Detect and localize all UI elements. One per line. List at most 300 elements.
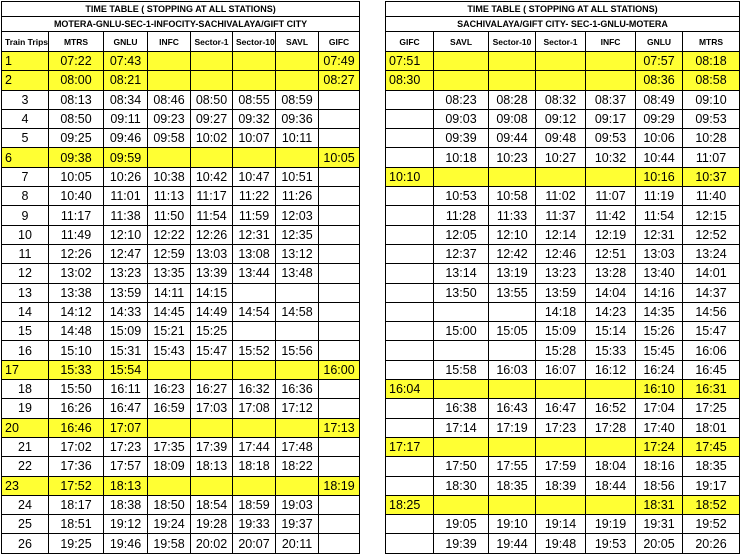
time-cell [386, 206, 434, 225]
time-cell: 17:59 [536, 457, 586, 476]
time-cell [319, 380, 360, 399]
table-row [386, 476, 740, 495]
time-cell: 18:19 [319, 476, 360, 495]
time-cell: 15:43 [148, 341, 191, 360]
time-cell: 11:19 [636, 187, 683, 206]
time-cell: 17:44 [233, 437, 276, 456]
time-cell: 11:17 [49, 206, 104, 225]
time-cell: 10:37 [683, 167, 740, 186]
time-cell: 17:28 [586, 418, 636, 437]
trip-number: 19 [2, 399, 49, 418]
time-cell: 16:31 [683, 380, 740, 399]
time-cell: 09:17 [586, 109, 636, 128]
timetable-right [385, 1, 740, 554]
table-row [386, 399, 740, 418]
time-cell [489, 380, 536, 399]
time-cell: 17:24 [636, 437, 683, 456]
time-cell: 18:38 [104, 495, 148, 514]
time-cell: 08:27 [319, 71, 360, 90]
time-cell: 18:56 [636, 476, 683, 495]
table-row [2, 129, 360, 148]
time-cell [386, 90, 434, 109]
time-cell [536, 71, 586, 90]
time-cell: 16:43 [489, 399, 536, 418]
time-cell: 18:25 [386, 495, 434, 514]
time-cell [386, 225, 434, 244]
time-cell: 14:35 [636, 302, 683, 321]
time-cell: 16:10 [636, 380, 683, 399]
time-cell: 14:54 [233, 302, 276, 321]
time-cell: 12:05 [434, 225, 489, 244]
time-cell [319, 322, 360, 341]
time-cell [386, 341, 434, 360]
time-cell: 08:34 [104, 90, 148, 109]
time-cell [386, 534, 434, 553]
table-row [2, 495, 360, 514]
time-cell [586, 167, 636, 186]
column-header: GIFC [386, 32, 434, 52]
table-row [386, 187, 740, 206]
time-cell: 12:14 [536, 225, 586, 244]
time-cell [386, 302, 434, 321]
trip-number: 13 [2, 283, 49, 302]
table-row [2, 206, 360, 225]
time-cell: 08:50 [191, 90, 233, 109]
time-cell: 19:44 [489, 534, 536, 553]
time-cell [191, 71, 233, 90]
table-row [386, 71, 740, 90]
time-cell: 10:16 [636, 167, 683, 186]
time-cell: 16:38 [434, 399, 489, 418]
time-cell [276, 71, 319, 90]
time-cell: 08:13 [49, 90, 104, 109]
time-cell [489, 302, 536, 321]
time-cell: 09:32 [233, 109, 276, 128]
time-cell [148, 418, 191, 437]
table-row [386, 495, 740, 514]
time-cell: 18:13 [104, 476, 148, 495]
time-cell [386, 399, 434, 418]
time-cell: 16:36 [276, 380, 319, 399]
time-cell: 08:28 [489, 90, 536, 109]
time-cell: 10:40 [49, 187, 104, 206]
time-cell: 18:22 [276, 457, 319, 476]
time-cell: 10:05 [49, 167, 104, 186]
time-cell: 09:29 [636, 109, 683, 128]
time-cell: 16:47 [536, 399, 586, 418]
time-cell: 11:50 [148, 206, 191, 225]
time-cell [586, 52, 636, 71]
time-cell: 18:18 [233, 457, 276, 476]
trip-number: 1 [2, 52, 49, 71]
time-cell: 11:28 [434, 206, 489, 225]
table-row [2, 187, 360, 206]
time-cell: 16:52 [586, 399, 636, 418]
time-cell: 12:31 [233, 225, 276, 244]
time-cell: 12:46 [536, 244, 586, 263]
time-cell [386, 457, 434, 476]
time-cell: 10:47 [233, 167, 276, 186]
table-row [2, 437, 360, 456]
time-cell [233, 418, 276, 437]
time-cell: 20:11 [276, 534, 319, 553]
time-cell [386, 109, 434, 128]
time-cell: 17:04 [636, 399, 683, 418]
time-cell: 09:46 [104, 129, 148, 148]
time-cell: 07:49 [319, 52, 360, 71]
time-cell: 08:59 [276, 90, 319, 109]
time-cell: 10:42 [191, 167, 233, 186]
trip-number: 26 [2, 534, 49, 553]
time-cell [586, 437, 636, 456]
trip-number: 3 [2, 90, 49, 109]
time-cell: 10:32 [586, 148, 636, 167]
time-cell: 20:07 [233, 534, 276, 553]
trip-number: 5 [2, 129, 49, 148]
time-cell: 15:45 [636, 341, 683, 360]
time-cell: 08:21 [104, 71, 148, 90]
time-cell [319, 244, 360, 263]
time-cell: 09:53 [586, 129, 636, 148]
table-row [386, 380, 740, 399]
time-cell [586, 495, 636, 514]
time-cell: 17:35 [148, 437, 191, 456]
time-cell [319, 129, 360, 148]
time-cell: 20:26 [683, 534, 740, 553]
time-cell: 19:10 [489, 515, 536, 534]
time-cell [386, 322, 434, 341]
table-row [2, 399, 360, 418]
time-cell: 08:23 [434, 90, 489, 109]
time-cell: 12:35 [276, 225, 319, 244]
table-row [2, 71, 360, 90]
time-cell: 18:35 [683, 457, 740, 476]
time-cell: 11:26 [276, 187, 319, 206]
route-name: MOTERA-GNLU-SEC-1-INFOCITY-SACHIVALAYA/GIFT CITY [2, 17, 360, 32]
time-cell: 08:00 [49, 71, 104, 90]
time-cell: 13:19 [489, 264, 536, 283]
time-cell: 16:00 [319, 360, 360, 379]
time-cell: 09:12 [536, 109, 586, 128]
trip-number: 14 [2, 302, 49, 321]
column-header: MTRS [683, 32, 740, 52]
table-row [386, 52, 740, 71]
time-cell: 15:31 [104, 341, 148, 360]
time-cell: 12:47 [104, 244, 148, 263]
time-cell: 14:23 [586, 302, 636, 321]
time-cell: 09:59 [104, 148, 148, 167]
time-cell: 20:02 [191, 534, 233, 553]
time-cell [319, 283, 360, 302]
table-row [386, 225, 740, 244]
time-cell [489, 52, 536, 71]
time-cell: 11:02 [536, 187, 586, 206]
time-cell [319, 495, 360, 514]
time-cell: 15:25 [191, 322, 233, 341]
time-cell: 09:36 [276, 109, 319, 128]
time-cell [233, 360, 276, 379]
table-row [386, 341, 740, 360]
trip-number: 24 [2, 495, 49, 514]
time-cell: 10:10 [386, 167, 434, 186]
time-cell: 16:26 [49, 399, 104, 418]
time-cell: 09:10 [683, 90, 740, 109]
time-cell: 09:08 [489, 109, 536, 128]
time-cell [319, 457, 360, 476]
time-cell: 14:49 [191, 302, 233, 321]
time-cell [191, 360, 233, 379]
time-cell: 11:01 [104, 187, 148, 206]
time-cell: 17:25 [683, 399, 740, 418]
time-cell: 14:04 [586, 283, 636, 302]
trip-number: 12 [2, 264, 49, 283]
time-cell: 13:02 [49, 264, 104, 283]
time-cell [489, 167, 536, 186]
time-cell: 12:51 [586, 244, 636, 263]
time-cell: 15:56 [276, 341, 319, 360]
time-cell [233, 322, 276, 341]
table-row [2, 515, 360, 534]
time-cell [386, 244, 434, 263]
trip-number: 15 [2, 322, 49, 341]
time-cell: 11:13 [148, 187, 191, 206]
timetable-title: TIME TABLE ( STOPPING AT ALL STATIONS) [386, 2, 740, 17]
time-cell: 07:22 [49, 52, 104, 71]
time-cell [386, 129, 434, 148]
time-cell: 09:27 [191, 109, 233, 128]
time-cell [233, 476, 276, 495]
time-cell: 19:03 [276, 495, 319, 514]
time-cell: 16:24 [636, 360, 683, 379]
table-row [386, 283, 740, 302]
trip-number: 21 [2, 437, 49, 456]
time-cell: 19:19 [586, 515, 636, 534]
column-header: MTRS [49, 32, 104, 52]
time-cell: 08:46 [148, 90, 191, 109]
trip-number: 4 [2, 109, 49, 128]
trip-number: 7 [2, 167, 49, 186]
trip-number: 25 [2, 515, 49, 534]
time-cell [489, 341, 536, 360]
time-cell: 11:49 [49, 225, 104, 244]
time-cell: 16:59 [148, 399, 191, 418]
time-cell [276, 52, 319, 71]
time-cell: 10:38 [148, 167, 191, 186]
time-cell: 19:53 [586, 534, 636, 553]
time-cell: 19:52 [683, 515, 740, 534]
time-cell: 15:00 [434, 322, 489, 341]
time-cell: 10:11 [276, 129, 319, 148]
table-row [386, 148, 740, 167]
time-cell [489, 495, 536, 514]
time-cell: 11:59 [233, 206, 276, 225]
time-cell [434, 437, 489, 456]
time-cell: 12:59 [148, 244, 191, 263]
time-cell: 13:12 [276, 244, 319, 263]
time-cell: 10:53 [434, 187, 489, 206]
time-cell [191, 418, 233, 437]
table-row [2, 244, 360, 263]
time-cell [386, 148, 434, 167]
time-cell [319, 225, 360, 244]
time-cell: 10:26 [104, 167, 148, 186]
time-cell: 17:12 [276, 399, 319, 418]
time-cell [489, 71, 536, 90]
time-cell: 19:05 [434, 515, 489, 534]
time-cell: 10:27 [536, 148, 586, 167]
time-cell [386, 360, 434, 379]
time-cell: 18:04 [586, 457, 636, 476]
time-cell: 08:49 [636, 90, 683, 109]
time-cell: 17:03 [191, 399, 233, 418]
time-cell: 16:07 [536, 360, 586, 379]
time-cell: 15:09 [536, 322, 586, 341]
time-cell: 20:05 [636, 534, 683, 553]
time-cell: 17:07 [104, 418, 148, 437]
table-row [2, 341, 360, 360]
time-cell: 15:54 [104, 360, 148, 379]
time-cell: 18:44 [586, 476, 636, 495]
table-row [386, 90, 740, 109]
time-cell: 10:06 [636, 129, 683, 148]
time-cell: 09:25 [49, 129, 104, 148]
time-cell: 13:50 [434, 283, 489, 302]
time-cell [536, 167, 586, 186]
time-cell: 15:21 [148, 322, 191, 341]
time-cell [319, 302, 360, 321]
time-cell: 09:39 [434, 129, 489, 148]
time-cell: 09:23 [148, 109, 191, 128]
trip-number: 10 [2, 225, 49, 244]
table-row [2, 148, 360, 167]
time-cell [148, 148, 191, 167]
time-cell: 14:58 [276, 302, 319, 321]
time-cell: 16:46 [49, 418, 104, 437]
table-row [386, 302, 740, 321]
time-cell: 16:32 [233, 380, 276, 399]
time-cell: 14:37 [683, 283, 740, 302]
trip-number: 17 [2, 360, 49, 379]
time-cell: 16:06 [683, 341, 740, 360]
time-cell: 13:35 [148, 264, 191, 283]
time-cell: 15:47 [683, 322, 740, 341]
time-cell: 08:30 [386, 71, 434, 90]
time-cell: 18:09 [148, 457, 191, 476]
time-cell: 11:42 [586, 206, 636, 225]
time-cell: 14:56 [683, 302, 740, 321]
time-cell: 13:44 [233, 264, 276, 283]
time-cell [191, 52, 233, 71]
column-header: GIFC [319, 32, 360, 52]
time-cell: 17:55 [489, 457, 536, 476]
time-cell: 14:18 [536, 302, 586, 321]
time-cell: 18:35 [489, 476, 536, 495]
table-row [2, 283, 360, 302]
time-cell: 11:54 [636, 206, 683, 225]
time-cell [536, 495, 586, 514]
trip-number: 9 [2, 206, 49, 225]
table-row [2, 90, 360, 109]
time-cell: 11:37 [536, 206, 586, 225]
time-cell: 17:48 [276, 437, 319, 456]
time-cell: 17:19 [489, 418, 536, 437]
time-cell [434, 167, 489, 186]
time-cell: 19:25 [49, 534, 104, 553]
time-cell: 09:03 [434, 109, 489, 128]
time-cell [276, 148, 319, 167]
table-row [2, 109, 360, 128]
time-cell: 17:13 [319, 418, 360, 437]
time-cell [233, 71, 276, 90]
time-cell [276, 360, 319, 379]
time-cell: 19:37 [276, 515, 319, 534]
time-cell [386, 476, 434, 495]
time-cell [148, 52, 191, 71]
time-cell: 18:52 [683, 495, 740, 514]
trip-number: 6 [2, 148, 49, 167]
table-row [386, 534, 740, 553]
time-cell: 08:18 [683, 52, 740, 71]
time-cell [536, 380, 586, 399]
time-cell: 17:02 [49, 437, 104, 456]
table-row [386, 109, 740, 128]
time-cell: 19:46 [104, 534, 148, 553]
time-cell: 18:17 [49, 495, 104, 514]
time-cell: 19:58 [148, 534, 191, 553]
column-header: Train Trips [2, 32, 49, 52]
time-cell: 07:57 [636, 52, 683, 71]
table-row [386, 167, 740, 186]
time-cell: 11:17 [191, 187, 233, 206]
table-row [2, 360, 360, 379]
time-cell: 17:14 [434, 418, 489, 437]
time-cell: 13:23 [104, 264, 148, 283]
time-cell: 16:47 [104, 399, 148, 418]
time-cell [536, 437, 586, 456]
time-cell [233, 148, 276, 167]
column-header: Sector-10 [233, 32, 276, 52]
table-row [2, 457, 360, 476]
time-cell: 09:48 [536, 129, 586, 148]
table-row [386, 437, 740, 456]
time-cell [276, 322, 319, 341]
time-cell: 08:36 [636, 71, 683, 90]
time-cell: 18:51 [49, 515, 104, 534]
time-cell: 13:08 [233, 244, 276, 263]
time-cell: 08:55 [233, 90, 276, 109]
time-cell [586, 71, 636, 90]
time-cell: 09:38 [49, 148, 104, 167]
time-cell: 12:37 [434, 244, 489, 263]
time-cell: 12:52 [683, 225, 740, 244]
time-cell: 15:14 [586, 322, 636, 341]
time-cell [386, 283, 434, 302]
time-cell: 13:24 [683, 244, 740, 263]
time-cell: 11:38 [104, 206, 148, 225]
time-cell: 09:58 [148, 129, 191, 148]
table-row [386, 515, 740, 534]
time-cell: 18:30 [434, 476, 489, 495]
time-cell: 12:15 [683, 206, 740, 225]
time-cell: 19:28 [191, 515, 233, 534]
time-cell [148, 71, 191, 90]
time-cell [319, 341, 360, 360]
time-cell: 18:50 [148, 495, 191, 514]
time-cell: 11:40 [683, 187, 740, 206]
time-cell [319, 534, 360, 553]
time-cell: 16:45 [683, 360, 740, 379]
time-cell: 14:12 [49, 302, 104, 321]
